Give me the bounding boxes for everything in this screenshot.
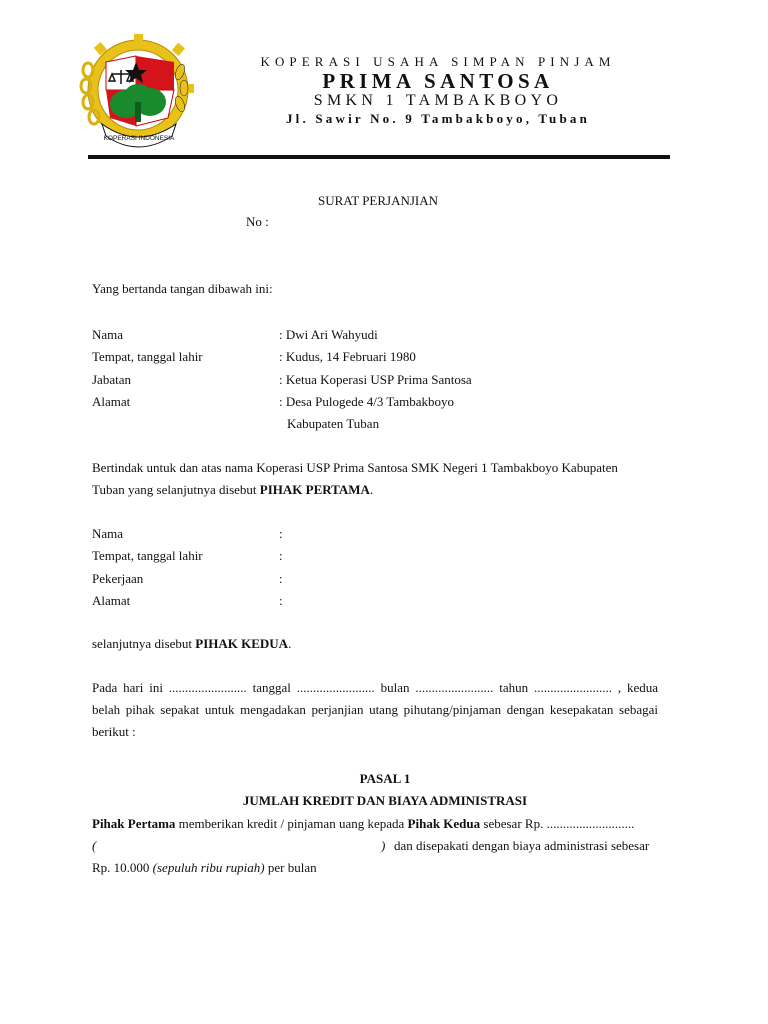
- party1-name-value: : Dwi Ari Wahyudi: [279, 327, 378, 342]
- party2-birth-value: :: [279, 548, 283, 563]
- admin-fee-amount: Rp. 10.000: [92, 860, 153, 875]
- party2-designation-text: selanjutnya disebut: [92, 636, 196, 651]
- pasal1-text-1: memberikan kredit / pinjaman uang kepada: [175, 816, 408, 831]
- letterhead-line-2: PRIMA SANTOSA: [322, 69, 554, 93]
- agreement-line-2: belah pihak sepakat untuk mengadakan perjanjian utang pihutang/pinjaman dengan kesepakatan sebagai: [92, 702, 658, 717]
- party1-address-label: Alamat: [92, 394, 131, 409]
- pasal1-text-2: sebesar Rp. ...........................: [480, 816, 635, 831]
- logo-text: KOPERASI INDONESIA: [103, 135, 175, 142]
- party1-birth-label: Tempat, tanggal lahir: [92, 349, 203, 364]
- pasal1-line-1: [92, 816, 634, 832]
- acting-line-2: [92, 482, 373, 498]
- letterhead-divider: [88, 155, 670, 159]
- pihak-pertama-ref: Pihak Pertama: [92, 816, 176, 831]
- open-paren: (: [92, 838, 97, 853]
- party2-designation: [92, 636, 291, 652]
- pasal-subtitle: JUMLAH KREDIT DAN BIAYA ADMINISTRASI: [242, 793, 528, 808]
- pasal1-text-3: dan disepakati dengan biaya administrasi sebesar: [394, 838, 650, 853]
- party1-address-continued: Kabupaten Tuban: [287, 416, 380, 431]
- admin-fee-period: per bulan: [264, 860, 317, 875]
- admin-fee-words: (sepuluh ribu rupiah): [152, 860, 265, 875]
- party2-address-label: Alamat: [92, 593, 131, 608]
- pasal-title: PASAL 1: [359, 771, 411, 786]
- party2-birth-label: Tempat, tanggal lahir: [92, 548, 203, 563]
- amount-in-words-open: [92, 838, 96, 854]
- acting-text: Tuban yang selanjutnya disebut: [92, 482, 260, 497]
- party1-position-label: Jabatan: [92, 372, 131, 387]
- party1-birth-value: : Kudus, 14 Februari 1980: [279, 349, 416, 364]
- amount-in-words-close: [381, 838, 385, 854]
- acting-line-1: Bertindak untuk dan atas nama Koperasi USP Prima Santosa SMK Negeri 1 Tambakboyo Kabupaten: [92, 460, 618, 475]
- party1-position-value: : Ketua Koperasi USP Prima Santosa: [279, 372, 472, 387]
- pihak-kedua-label: PIHAK KEDUA: [195, 636, 289, 651]
- pasal1-line-3: [92, 860, 317, 876]
- party1-name-label: Nama: [92, 327, 124, 342]
- party2-name-label: Nama: [92, 526, 124, 541]
- pihak-kedua-ref: Pihak Kedua: [407, 816, 481, 831]
- document-title: SURAT PERJANJIAN: [318, 193, 439, 208]
- party2-job-value: :: [279, 571, 283, 586]
- koperasi-logo: [76, 32, 206, 150]
- party2-designation-period: .: [288, 636, 292, 651]
- koperasi-indonesia-emblem-icon: [76, 32, 206, 150]
- agreement-line-3: berikut :: [92, 724, 136, 739]
- agreement-line-1: Pada hari ini ........................ tanggal ........................ bulan ........................ tahun ........................ , kedua: [92, 680, 658, 695]
- document-number-label: No :: [246, 214, 269, 229]
- letterhead-line-3: SMKN 1 TAMBAKBOYO: [313, 92, 563, 109]
- close-paren: ): [381, 838, 386, 853]
- letterhead-address: Jl. Sawir No. 9 Tambakboyo, Tuban: [285, 111, 591, 126]
- party2-name-value: :: [279, 526, 283, 541]
- letterhead-line-1: KOPERASI USAHA SIMPAN PINJAM: [260, 54, 616, 69]
- party2-address-value: :: [279, 593, 283, 608]
- party1-address-value: : Desa Pulogede 4/3 Tambakboyo: [279, 394, 455, 409]
- party2-job-label: Pekerjaan: [92, 571, 144, 586]
- intro-text: Yang bertanda tangan dibawah ini:: [92, 281, 273, 296]
- pihak-pertama-label: PIHAK PERTAMA: [259, 482, 370, 497]
- acting-period: .: [369, 482, 374, 497]
